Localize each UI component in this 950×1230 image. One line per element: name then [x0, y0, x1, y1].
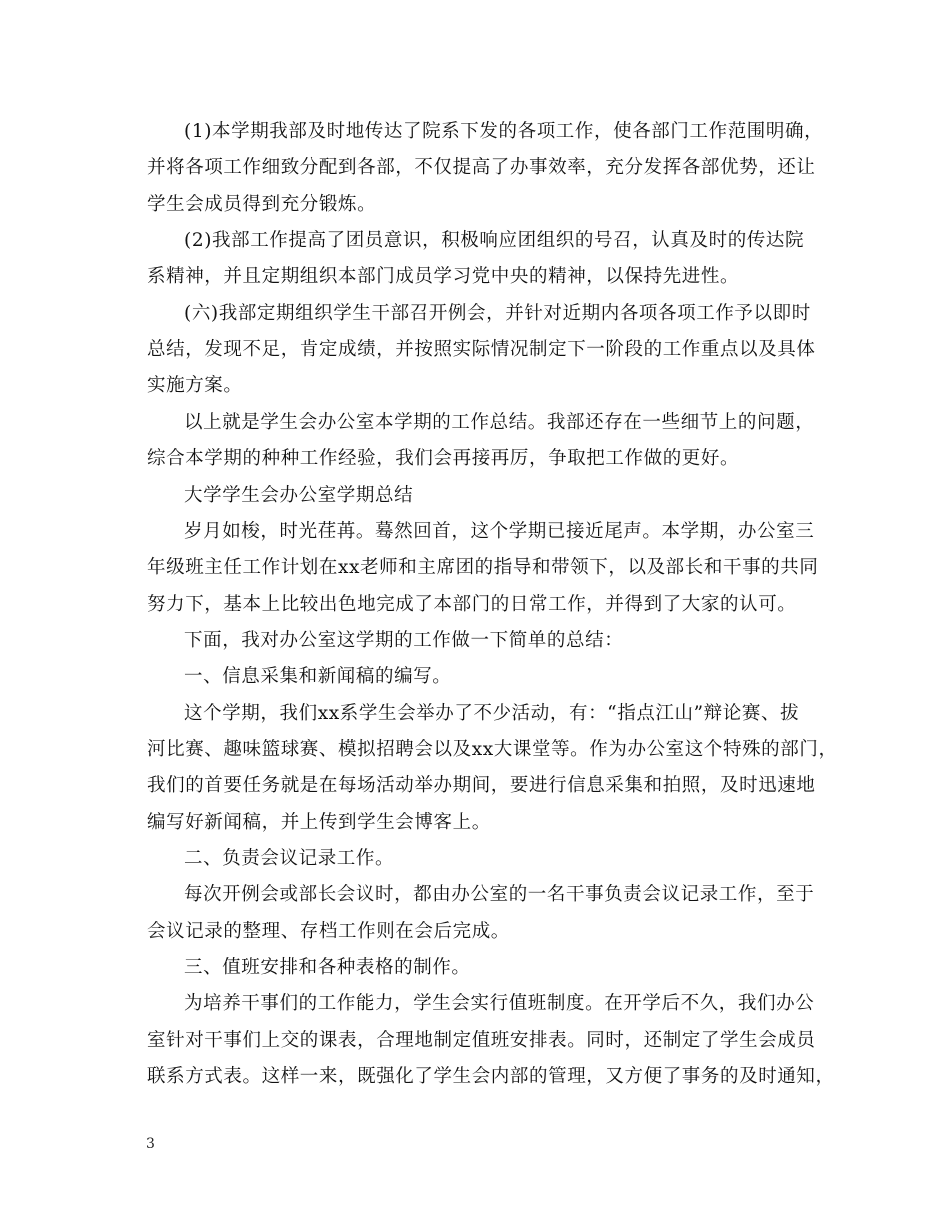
text-line: 每次开例会或部长会议时，都由办公室的一名干事负责会议记录工作，至于 — [184, 884, 815, 905]
text-line: 岁月如梭，时光荏苒。蓦然回首，这个学期已接近尾声。本学期，办公室三 — [184, 521, 815, 542]
text-line: (2)我部工作提高了团员意识，积极响应团组织的号召，认真及时的传达院 — [184, 230, 805, 251]
text-line: 系精神，并且定期组织本部门成员学习党中央的精神，以保持先进性。 — [147, 266, 740, 287]
page-number: 3 — [146, 1136, 155, 1152]
text-line: 总结，发现不足，肯定成绩，并按照实际情况制定下一阶段的工作重点以及具体 — [147, 339, 816, 360]
text-line: 为培养干事们的工作能力，学生会实行值班制度。在开学后不久，我们办公 — [184, 993, 815, 1014]
text-line: 二、负责会议记录工作。 — [184, 848, 395, 869]
text-line: 联系方式表。这样一来，既强化了学生会内部的管理，又方便了事务的及时通知， — [147, 1066, 835, 1087]
text-line: (六)我部定期组织学生干部召开例会，并针对近期内各项各项工作予以即时 — [184, 303, 811, 324]
text-line: 努力下，基本上比较出色地完成了本部门的日常工作，并得到了大家的认可。 — [147, 594, 797, 615]
text-line: 我们的首要任务就是在每场活动举办期间，要进行信息采集和拍照，及时迅速地 — [147, 775, 816, 796]
text-line: 三、值班安排和各种表格的制作。 — [184, 957, 471, 978]
text-line: 以上就是学生会办公室本学期的工作总结。我部还存在一些细节上的问题， — [184, 412, 815, 433]
text-line: 大学学生会办公室学期总结 — [184, 485, 414, 506]
text-line: 会议记录的整理、存档工作则在会后完成。 — [147, 921, 510, 942]
text-line: 编写好新闻稿，并上传到学生会博客上。 — [147, 812, 491, 833]
text-line: 室针对干事们上交的课表，合理地制定值班安排表。同时，还制定了学生会成员 — [147, 1030, 816, 1051]
text-line: 河比赛、趣味篮球赛、模拟招聘会以及xx大课堂等。作为办公室这个特殊的部门， — [147, 739, 838, 760]
text-line: 实施方案。 — [147, 375, 243, 396]
text-line: 并将各项工作细致分配到各部，不仅提高了办事效率，充分发挥各部优势，还让 — [147, 157, 816, 178]
text-line: 年级班主任工作计划在xx老师和主席团的指导和带领下，以及部长和干事的共同 — [147, 557, 819, 578]
text-line: 这个学期，我们xx系学生会举办了不少活动，有：“指点江山”辩论赛、拔 — [184, 703, 800, 724]
text-line: 一、信息采集和新闻稿的编写。 — [184, 666, 452, 687]
text-line: 学生会成员得到充分锻炼。 — [147, 194, 377, 215]
text-line: 综合本学期的种种工作经验，我们会再接再厉，争取把工作做的更好。 — [147, 448, 740, 469]
text-line: 下面，我对办公室这学期的工作做一下简单的总结： — [184, 630, 624, 651]
text-line: (1)本学期我部及时地传达了院系下发的各项工作，使各部门工作范围明确， — [184, 121, 824, 142]
